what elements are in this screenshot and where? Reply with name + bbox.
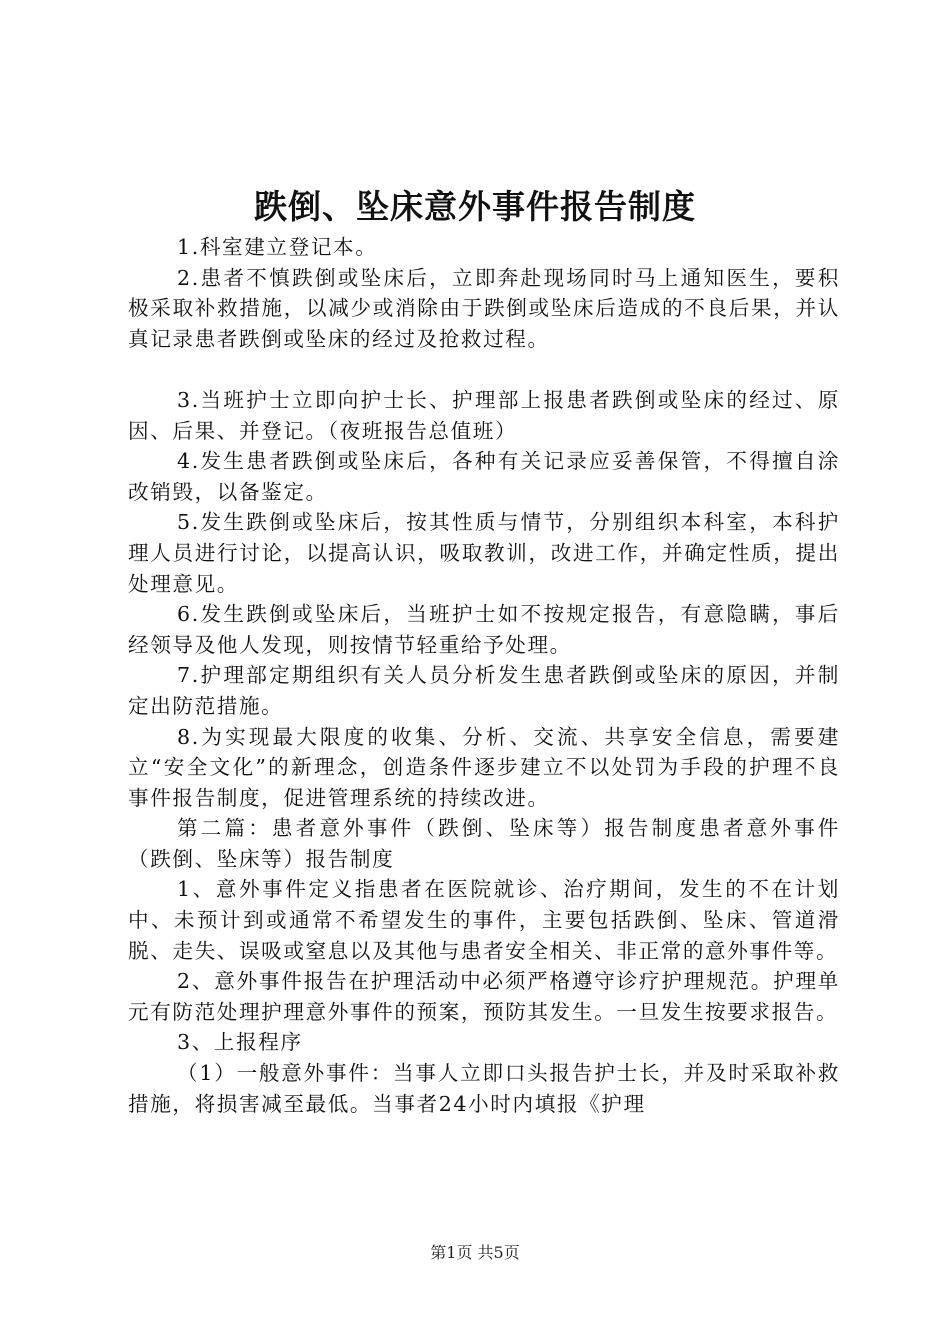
section-heading-part-two: 第二篇：患者意外事件（跌倒、坠床等）报告制度患者意外事件（跌倒、坠床等）报告制度: [128, 816, 840, 871]
paragraph-3: 3.当班护士立即向护士长、护理部上报患者跌倒或坠床的经过、原因、后果、并登记。（夜班报告总值班）: [128, 387, 840, 443]
document-body: [128, 232, 840, 1119]
paragraph-1: 1.科室建立登记本。: [177, 235, 378, 259]
document-title: 跌倒、坠床意外事件报告制度: [254, 187, 696, 226]
paragraph-definition: 1、意外事件定义指患者在医院就诊、治疗期间，发生的不在计划中、未预计到或通常不希望发生的事件，主要包括跌倒、坠床、管道滑脱、走失、误吸或窒息以及其他与患者安全相关、非正常的意外事件等。: [128, 877, 840, 963]
paragraph-procedure-general: （1）一般意外事件：当事人立即口头报告护士长，并及时采取补救措施，将损害减至最低。当事者24小时内填报《护理: [128, 1061, 840, 1116]
paragraph-2: 2.患者不慎跌倒或坠床后，立即奔赴现场同时马上通知医生，要积极采取补救措施，以减少或消除由于跌倒或坠床后造成的不良后果，并认真记录患者跌倒或坠床的经过及抢救过程。: [128, 265, 840, 351]
page-footer: 第1页 共5页: [430, 1243, 520, 1262]
paragraph-reporting: 2、意外事件报告在护理活动中必须严格遵守诊疗护理规范。护理单元有防范处理护理意外事件的预案，预防其发生。一旦发生按要求报告。: [128, 969, 840, 1024]
paragraph-6: 6.发生跌倒或坠床后，当班护士如不按规定报告，有意隐瞒，事后经领导及他人发现，则按情节轻重给予处理。: [128, 602, 840, 657]
paragraph-4: 4.发生患者跌倒或坠床后，各种有关记录应妥善保管，不得擅自涂改销毁，以备鉴定。: [128, 449, 840, 504]
paragraph-procedure-heading: 3、上报程序: [177, 1030, 303, 1055]
paragraph-7: 7.护理部定期组织有关人员分析发生患者跌倒或坠床的原因，并制定出防范措施。: [128, 663, 840, 718]
paragraph-8: 8.为实现最大限度的收集、分析、交流、共享安全信息，需要建立“安全文化”的新理念，创造条件逐步建立不以处罚为手段的护理不良事件报告制度，促进管理系统的持续改进。: [128, 724, 840, 810]
paragraph-5: 5.发生跌倒或坠床后，按其性质与情节，分别组织本科室，本科护理人员进行讨论，以提高认识，吸取教训，改进工作，并确定性质，提出处理意见。: [128, 510, 840, 596]
